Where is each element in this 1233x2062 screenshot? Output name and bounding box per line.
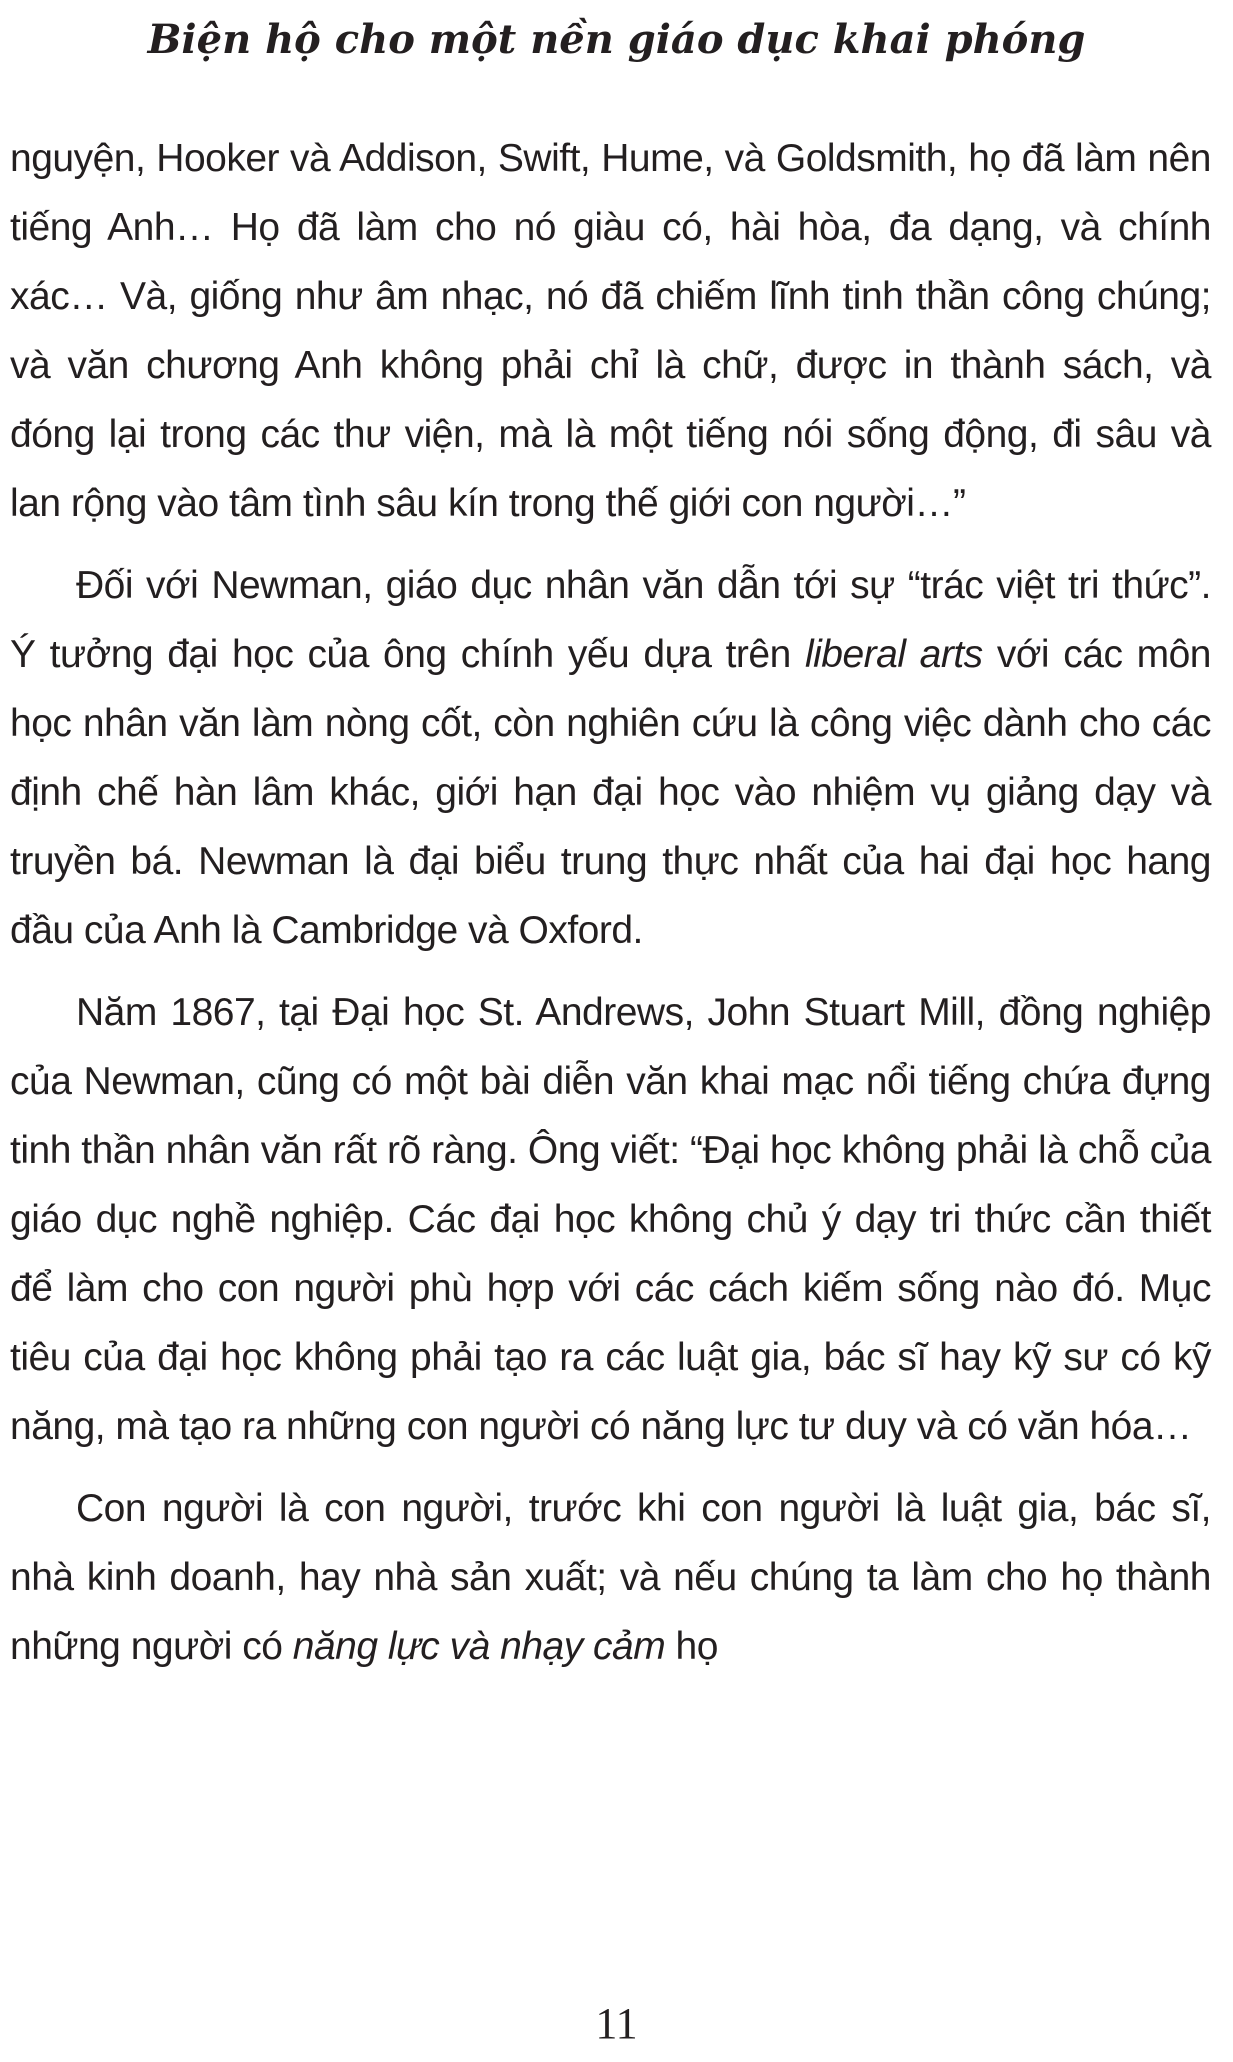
text-run: Năm 1867, tại Đại học St. Andrews, John Stuart Mill, đồng nghiệp của Newman, cũng có một bài diễn văn khai mạc nổi tiếng chứa đựng tinh thần nhân văn rất rõ ràng. Ông viết: “Đại học không phải là chỗ của giáo dục nghề nghiệp. Các đại học không chủ ý dạy tri thức cần thiết để làm cho con người phù hợp với các cách kiếm sống nào đó. Mục tiêu của đại học không phải tạo ra các luật gia, bác sĩ hay kỹ sư có kỹ năng, mà tạo ra những con người có năng lực tư duy và có văn hóa… — [10, 991, 1211, 1448]
text-run: Con người là con người, trước khi con người là luật gia, bác sĩ, nhà kinh doanh, hay nhà sản xuất; và nếu chúng ta làm cho họ thành những người có — [10, 1487, 1211, 1668]
paragraph — [10, 551, 1211, 965]
paragraph — [10, 124, 1211, 538]
page-number: 11 — [595, 1999, 638, 2048]
text-run: nguyện, Hooker và Addison, Swift, Hume, và Goldsmith, họ đã làm nên tiếng Anh… Họ đã làm cho nó giàu có, hài hòa, đa dạng, và chính xác… Và, giống như âm nhạc, nó đã chiếm lĩnh tinh thần công chúng; và văn chương Anh không phải chỉ là chữ, được in thành sách, và đóng lại trong các thư viện, mà là một tiếng nói sống động, đi sâu và lan rộng vào tâm tình sâu kín trong thế giới con người…” — [10, 137, 1211, 525]
text-run: với các môn học nhân văn làm nòng cốt, còn nghiên cứu là công việc dành cho các định chế hàn lâm khác, giới hạn đại học vào nhiệm vụ giảng dạy và truyền bá. Newman là đại biểu trung thực nhất của hai đại học hang đầu của Anh là Cambridge và Oxford. — [10, 633, 1211, 952]
italic-run: liberal arts — [804, 633, 983, 676]
italic-run: năng lực và nhạy cảm — [292, 1625, 666, 1668]
paragraph — [10, 1474, 1211, 1681]
running-header-title: Biện hộ cho một nền giáo dục khai phóng — [147, 16, 1086, 63]
text-run: họ — [665, 1625, 718, 1668]
page-body — [10, 124, 1211, 1681]
paragraph — [10, 978, 1211, 1461]
text-run: Đối với Newman, giáo dục nhân văn dẫn tới sự “trác việt tri thức”. Ý tưởng đại học của ông chính yếu dựa trên — [10, 564, 1211, 676]
